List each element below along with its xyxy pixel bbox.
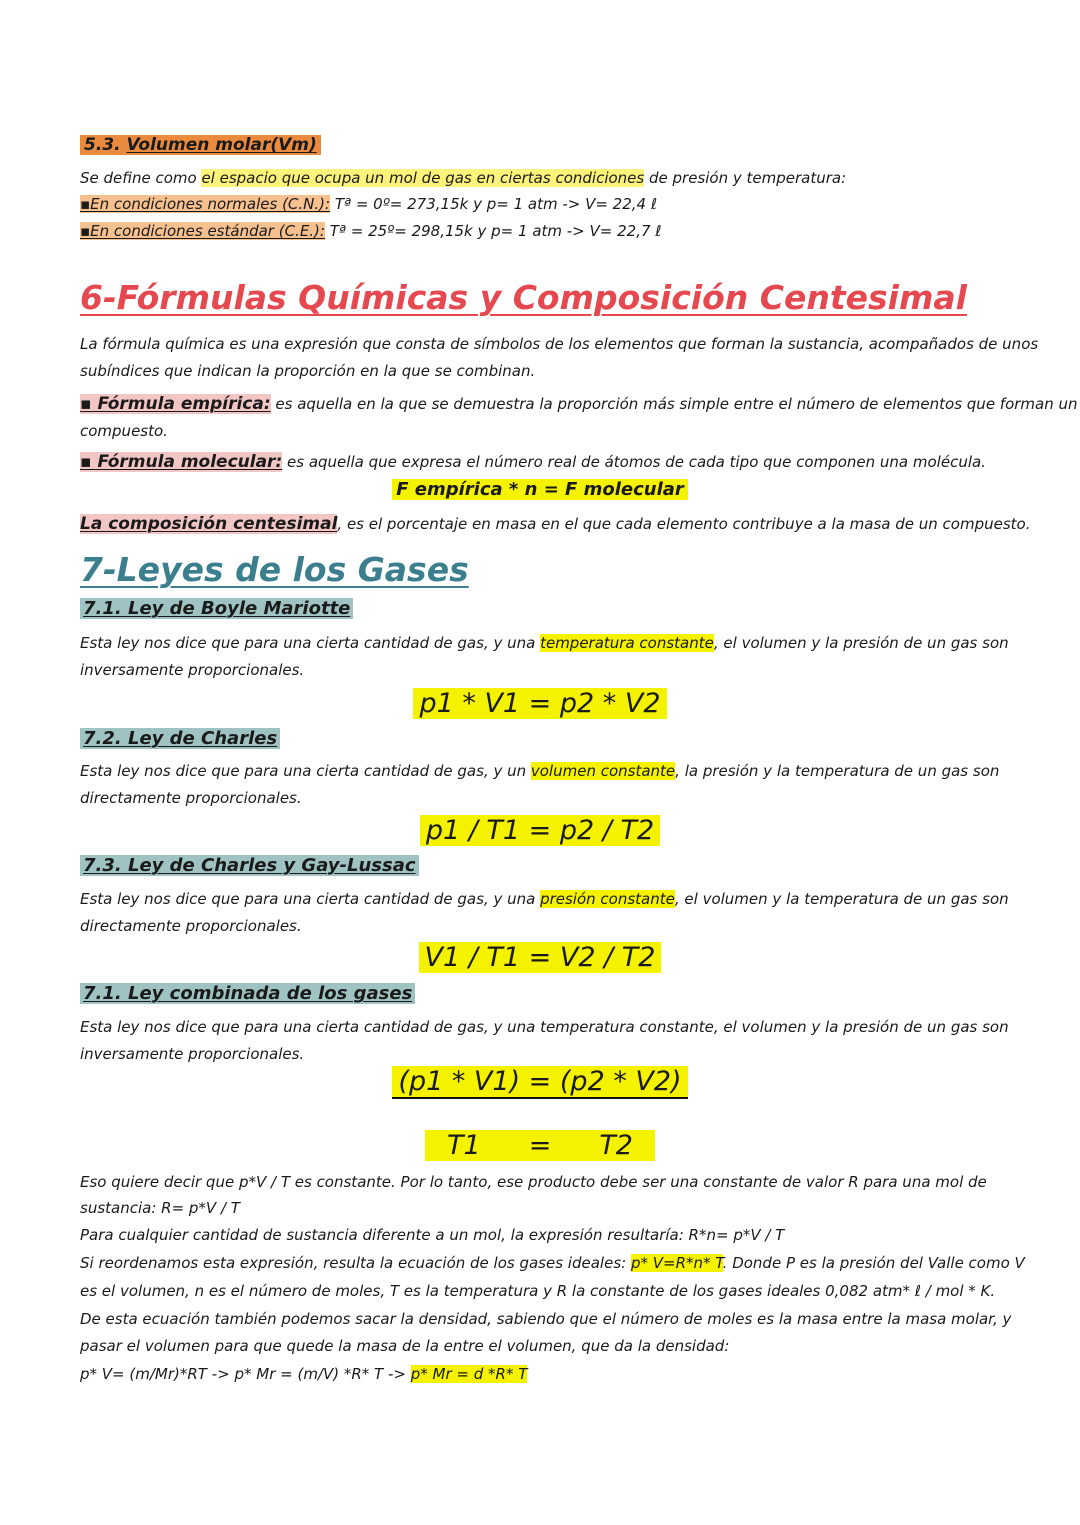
charles-title: 7.2. Ley de Charles (83, 728, 278, 749)
standard-conditions-label: ▪En condiciones estándar (C.E.): (80, 222, 325, 240)
combined-law-numerator (0, 1066, 1080, 1099)
gay-lussac-title: 7.3. Ley de Charles y Gay-Lussac (83, 855, 416, 876)
standard-conditions-value: Tª = 25º= 298,15k y p= 1 atm -> V= 22,7 ℓ (324, 222, 662, 240)
boyle-text-1 (80, 631, 1009, 655)
highlight: presión constante (540, 890, 675, 908)
ideal-gas-para-2: sustancia: R= p*V / T (80, 1199, 240, 1217)
ideal-gas-para-4 (80, 1251, 1025, 1275)
centesimal-composition-line (80, 512, 1030, 536)
gay-lussac-text-2: directamente proporcionales. (80, 917, 302, 935)
text-segment: Esta ley nos dice que para una cierta cantidad de gas, y una (80, 890, 541, 908)
formula-highlight: p1 / T1 = p2 / T2 (420, 815, 660, 846)
section-7-title: 7-Leyes de los Gases (80, 550, 469, 589)
ideal-gas-para-5: es el volumen, n es el número de moles, T es la temperatura y R la constante de los gases ideales 0,082 atm* ℓ / mol * K. (80, 1282, 996, 1300)
normal-conditions-label: ▪En condiciones normales (C.N.): (80, 195, 331, 213)
section-6-title: 6-Fórmulas Químicas y Composición Centesimal (80, 278, 967, 317)
empirical-formula-label: ▪ Fórmula empírica: (80, 394, 271, 414)
text-segment: Si reordenamos esta expresión, resulta la ecuación de los gases ideales: (80, 1254, 631, 1272)
formula-highlight: F empírica * n = F molecular (392, 479, 688, 500)
chemical-formula-intro-2: subíndices que indican la proporción en la que se combinan. (80, 362, 536, 380)
text-segment: , el volumen y la temperatura de un gas son (674, 890, 1009, 908)
text-segment: . Donde P es la presión del Valle como V (722, 1254, 1025, 1272)
formula-highlight: V1 / T1 = V2 / T2 (419, 942, 662, 973)
charles-text-2: directamente proporcionales. (80, 789, 302, 807)
molar-volume-definition (80, 166, 846, 190)
normal-conditions-line (80, 192, 657, 216)
boyle-formula (0, 688, 1080, 719)
combined-law-text-1: Esta ley nos dice que para una cierta cantidad de gas, y una temperatura constante, el volumen y la presión de un gas son (80, 1018, 1009, 1036)
combined-law-denominator (0, 1130, 1080, 1161)
molecular-formula-text: es aquella que expresa el número real de átomos de cada tipo que componen una molécula. (282, 453, 986, 471)
chemical-formula-intro-1: La fórmula química es una expresión que consta de símbolos de los elementos que forman la sustancia, acompañados de unos (80, 335, 1039, 353)
text-segment: Esta ley nos dice que para una cierta cantidad de gas, y un (80, 762, 531, 780)
combined-law-text-2: inversamente proporcionales. (80, 1045, 305, 1063)
text-segment: p* V= (m/Mr)*RT -> p* Mr = (m/V) *R* T -> (80, 1365, 411, 1383)
highlight: p* Mr = d *R* T (410, 1365, 528, 1383)
boyle-heading (80, 598, 353, 619)
section-number: 5.3. (84, 135, 121, 155)
highlight: temperatura constante (540, 634, 714, 652)
denominator-right: T2 (599, 1130, 633, 1161)
molecular-formula-line (80, 450, 986, 474)
denominator-equals: = (528, 1130, 552, 1161)
text-segment: Esta ley nos dice que para una cierta cantidad de gas, y una (80, 634, 541, 652)
gay-lussac-text-1 (80, 887, 1009, 911)
boyle-title: 7.1. Ley de Boyle Mariotte (83, 598, 351, 619)
charles-text-1 (80, 759, 999, 783)
charles-heading (80, 728, 280, 749)
text-segment: de presión y temperatura: (644, 169, 847, 187)
gay-lussac-heading (80, 855, 419, 876)
boyle-text-2: inversamente proporcionales. (80, 661, 305, 679)
text-segment: Se define como (80, 169, 202, 187)
centesimal-composition-text: , es el porcentaje en masa en el que cada elemento contribuye a la masa de un compuesto. (337, 515, 1031, 533)
denominator-left: T1 (447, 1130, 481, 1161)
normal-conditions-value: Tª = 0º= 273,15k y p= 1 atm -> V= 22,4 ℓ (330, 195, 658, 213)
ideal-gas-para-6: De esta ecuación también podemos sacar la densidad, sabiendo que el número de moles es la masa entre la masa molar, y (80, 1310, 1012, 1328)
ideal-gas-para-8 (80, 1362, 527, 1386)
text-segment: , el volumen y la presión de un gas son (713, 634, 1009, 652)
combined-law-title: 7.1. Ley combinada de los gases (83, 983, 413, 1004)
highlight: volumen constante (530, 762, 676, 780)
standard-conditions-line (80, 219, 661, 243)
empirical-formula-line-2: compuesto. (80, 422, 168, 440)
gay-lussac-formula (0, 942, 1080, 973)
fraction-numerator: (p1 * V1) = (p2 * V2) (392, 1066, 687, 1099)
ideal-gas-para-3: Para cualquier cantidad de sustancia diferente a un mol, la expresión resultaría: R*n= p*V / T (80, 1226, 785, 1244)
ideal-gas-para-1: Eso quiere decir que p*V / T es constante. Por lo tanto, ese producto debe ser una constante de valor R para una mol de (80, 1173, 987, 1191)
section-title: Volumen molar(Vm) (126, 135, 317, 155)
combined-law-heading (80, 983, 415, 1004)
highlight: p* V=R*n* T (630, 1254, 723, 1272)
text-segment: , la presión y la temperatura de un gas son (675, 762, 1000, 780)
molecular-formula-label: ▪ Fórmula molecular: (80, 452, 283, 472)
empirical-formula-text: es aquella en la que se demuestra la proporción más simple entre el número de elementos que forman un (270, 395, 1078, 413)
empirical-formula-line (80, 392, 1078, 416)
centesimal-composition-label: La composición centesimal (80, 514, 338, 534)
ideal-gas-para-7: pasar el volumen para que quede la masa de la entre el volumen, que da la densidad: (80, 1337, 730, 1355)
empirical-molecular-formula (0, 479, 1080, 500)
highlight: el espacio que ocupa un mol de gas en ciertas condiciones (201, 169, 645, 187)
formula-highlight: p1 * V1 = p2 * V2 (413, 688, 666, 719)
section-5-3-heading (80, 135, 321, 155)
charles-formula (0, 815, 1080, 846)
